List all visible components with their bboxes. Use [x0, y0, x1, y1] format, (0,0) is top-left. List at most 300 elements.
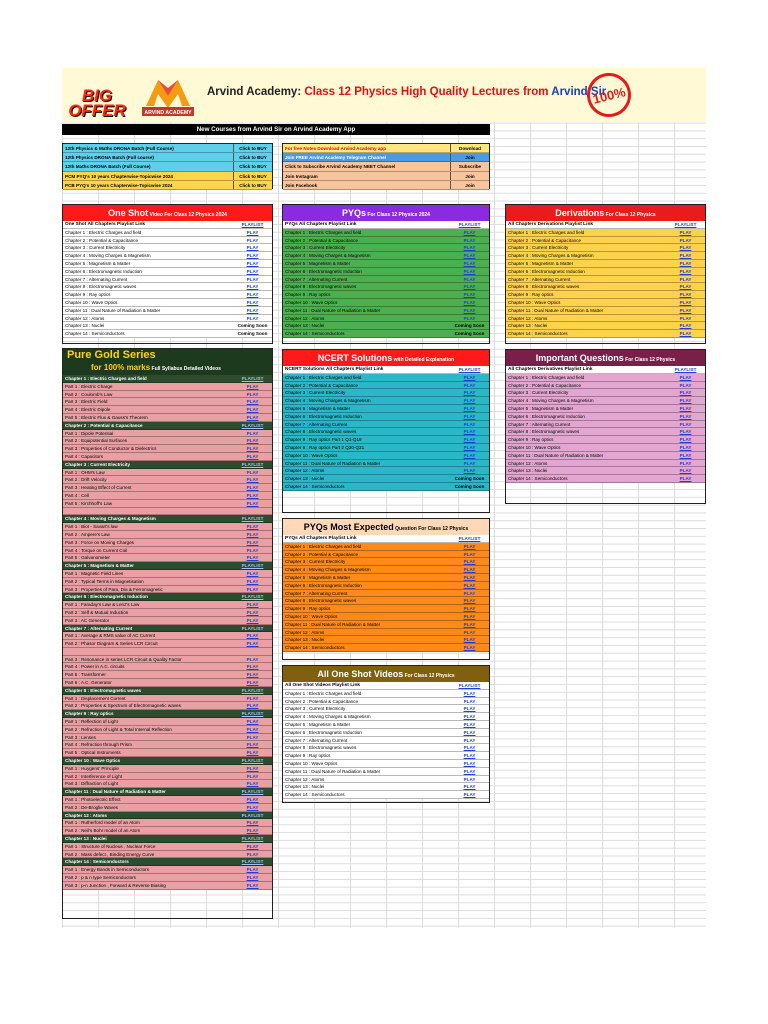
play-link[interactable]: PLAY: [246, 734, 259, 740]
table-row: [283, 483, 489, 491]
links-row: [283, 172, 489, 181]
play-link[interactable]: PLAY: [246, 531, 259, 537]
table-row: [63, 299, 272, 307]
play-link[interactable]: PLAY: [679, 437, 692, 443]
play-link[interactable]: PLAY: [246, 633, 259, 639]
playlist-link[interactable]: PLAYLIST: [241, 516, 264, 522]
play-link[interactable]: PLAY: [463, 760, 476, 766]
playlist-link[interactable]: PLAYLIST: [241, 422, 264, 428]
row-label: Chapter 7 : Alternating Current: [508, 276, 571, 282]
links-button[interactable]: Join: [450, 172, 489, 180]
table-row: [283, 397, 489, 405]
play-link[interactable]: PLAY: [246, 477, 259, 483]
table-row: [63, 430, 272, 438]
play-link[interactable]: PLAY: [463, 745, 476, 751]
play-link[interactable]: PLAY: [246, 609, 259, 615]
play-link[interactable]: PLAY: [679, 444, 692, 450]
playlist-link[interactable]: PLAYLIST: [458, 222, 481, 227]
play-link[interactable]: PLAY: [679, 468, 692, 474]
play-link[interactable]: PLAY: [679, 331, 692, 337]
play-link[interactable]: PLAY: [246, 407, 259, 413]
play-link[interactable]: PLAY: [463, 582, 476, 588]
playlist-link[interactable]: PLAYLIST: [241, 789, 264, 795]
play-link[interactable]: PLAY: [463, 276, 476, 282]
play-link[interactable]: PLAY: [246, 430, 259, 436]
links-label: Click to Subscribe Arvind Academy NEET Channel: [285, 164, 396, 170]
play-link[interactable]: PLAY: [246, 828, 259, 834]
play-link[interactable]: PLAY: [463, 721, 476, 727]
table-row: [506, 436, 705, 444]
courses-button[interactable]: Click to BUY: [233, 172, 272, 180]
play-link[interactable]: PLAY: [463, 413, 476, 419]
play-link[interactable]: PLAY: [463, 229, 476, 235]
derivations-body: [506, 221, 705, 338]
play-link[interactable]: PLAY: [246, 664, 259, 670]
play-link[interactable]: PLAY: [246, 719, 259, 725]
play-link[interactable]: PLAY: [463, 284, 476, 290]
big-offer-line-2: OFFER: [68, 101, 126, 120]
table-row: [506, 460, 705, 468]
row-label: Chapter 7 : Alternating Current: [285, 590, 348, 596]
table-row: [63, 656, 272, 664]
playlist-link[interactable]: PLAYLIST: [241, 461, 264, 467]
links-button[interactable]: Join: [450, 181, 489, 189]
play-link[interactable]: PLAY: [679, 268, 692, 274]
playlist-link[interactable]: PLAYLIST: [241, 222, 264, 227]
play-link[interactable]: PLAY: [246, 492, 259, 498]
play-link[interactable]: PLAY: [246, 882, 259, 888]
play-link[interactable]: PLAY: [463, 714, 476, 720]
playlist-link[interactable]: PLAYLIST: [674, 367, 697, 372]
play-link[interactable]: PLAY: [679, 398, 692, 404]
play-link[interactable]: PLAY: [463, 444, 476, 450]
play-link[interactable]: PLAY: [463, 315, 476, 321]
row-label: Chapter 5 : Magnetism & Matter: [65, 260, 131, 266]
table-row: [63, 741, 272, 749]
play-link[interactable]: PLAY: [246, 500, 259, 506]
playlist-link[interactable]: PLAYLIST: [241, 687, 264, 693]
all-one-shot-videos-table: [282, 665, 490, 803]
table-row: [63, 702, 272, 710]
table-row: [63, 726, 272, 734]
table-row: [63, 484, 272, 492]
play-link[interactable]: PLAY: [679, 460, 692, 466]
playlist-link[interactable]: PLAYLIST: [241, 563, 264, 569]
table-row: [506, 229, 705, 237]
play-link[interactable]: PLAY: [679, 390, 692, 396]
play-link[interactable]: PLAY: [679, 429, 692, 435]
row-label: Chapter 12 : Atoms: [285, 315, 325, 321]
play-link[interactable]: PLAY: [246, 414, 259, 420]
play-link[interactable]: PLAY: [246, 524, 259, 530]
playlist-link[interactable]: PLAYLIST: [241, 812, 264, 818]
play-link[interactable]: PLAY: [463, 307, 476, 313]
play-link[interactable]: PLAY: [679, 260, 692, 266]
courses-label: PCB PYQ's 10 years Chapterwise-Topicwise 2024: [65, 182, 173, 188]
play-link[interactable]: PLAY: [679, 323, 692, 329]
important-questions-table: [505, 349, 706, 504]
row-label: Chapter 14 : Semiconductors: [508, 476, 568, 482]
play-link[interactable]: PLAY: [463, 260, 476, 266]
play-link[interactable]: PLAY: [463, 429, 476, 435]
play-link[interactable]: PLAY: [463, 292, 476, 298]
new-courses-bar: New Courses from Arvind Sir on Arvind Academy App: [62, 124, 490, 135]
row-label: Chapter 8 : Electromagnetic waves: [285, 745, 357, 751]
play-link[interactable]: PLAY: [463, 437, 476, 443]
title-brand: Arvind Academy:: [207, 86, 305, 98]
play-link[interactable]: PLAY: [679, 253, 692, 259]
play-link[interactable]: PLAY: [463, 468, 476, 474]
table-row: [283, 590, 489, 598]
play-link[interactable]: PLAY: [463, 268, 476, 274]
play-link[interactable]: PLAY: [463, 405, 476, 411]
row-label: Chapter 10 : Wave Optics: [285, 760, 338, 766]
row-label: Chapter 10 : Wave Optics: [65, 299, 118, 305]
row-label: Part 2 : Properties & Spectrum of Electromagnetic waves: [65, 703, 181, 709]
play-link[interactable]: PLAY: [246, 547, 259, 553]
play-link[interactable]: PLAY: [463, 698, 476, 704]
play-link[interactable]: PLAY: [679, 229, 692, 235]
play-link[interactable]: PLAY: [679, 421, 692, 427]
table-row: [506, 307, 705, 315]
play-link[interactable]: PLAY: [246, 570, 259, 576]
play-link[interactable]: PLAY: [463, 776, 476, 782]
row-label: Chapter 9 : Ray optics: [285, 606, 331, 612]
play-link[interactable]: PLAY: [463, 737, 476, 743]
play-link[interactable]: PLAY: [463, 613, 476, 619]
play-link[interactable]: PLAY: [463, 567, 476, 573]
row-label: Chapter 1 : Electric Charges and field: [508, 374, 585, 380]
play-link[interactable]: PLAY: [679, 374, 692, 380]
row-label: Chapter 13 : Nuclei: [508, 468, 548, 474]
row-label: Chapter 7 : Alternating Current: [285, 421, 348, 427]
play-link[interactable]: PLAY: [679, 307, 692, 313]
play-link[interactable]: PLAY: [246, 656, 259, 662]
chapter-section-row: [63, 562, 272, 570]
play-link[interactable]: PLAY: [246, 260, 259, 266]
playlist-link[interactable]: PLAYLIST: [241, 758, 264, 764]
play-link[interactable]: PLAY: [246, 750, 259, 756]
row-label: Chapter 6 : Electromagnetic Induction: [285, 582, 362, 588]
play-link[interactable]: PLAY: [246, 602, 259, 608]
play-link[interactable]: PLAY: [246, 292, 259, 298]
play-link[interactable]: PLAY: [463, 784, 476, 790]
play-link[interactable]: PLAY: [246, 485, 259, 491]
play-link[interactable]: PLAY: [246, 680, 259, 686]
play-link[interactable]: PLAY: [463, 559, 476, 565]
play-link[interactable]: PLAY: [246, 555, 259, 561]
table-row: [506, 374, 705, 382]
play-link[interactable]: PLAY: [246, 315, 259, 321]
courses-button[interactable]: Click to BUY: [233, 153, 272, 161]
row-label: Part 2 : Neil's Bohr model of an Atom: [65, 828, 141, 834]
play-link[interactable]: PLAY: [246, 804, 259, 810]
play-link[interactable]: PLAY: [463, 637, 476, 643]
play-link[interactable]: PLAY: [246, 299, 259, 305]
table-row: [283, 291, 489, 299]
play-link[interactable]: PLAY: [246, 446, 259, 452]
table-row: [506, 382, 705, 390]
playlist-link[interactable]: PLAYLIST: [241, 711, 264, 717]
row-label: Chapter 12 : Atoms: [508, 315, 548, 321]
row-label: Chapter 2 : Potential & Capacitance: [65, 422, 143, 428]
row-label: Chapter 1 : Electric Charges and field: [508, 229, 585, 235]
pure_gold-title-line2: for 100% marks: [91, 363, 151, 372]
row-label: [63, 648, 233, 655]
coming-soon-label: Coming Soon: [454, 323, 485, 329]
row-label: Chapter 6 : Electromagnetic Induction: [285, 268, 362, 274]
row-label: Part 4 : Capacitors: [65, 453, 104, 459]
row-label: Chapter 11 : Dual Nature of Radiation & Matter: [285, 768, 381, 774]
oneshot-title: One Shot: [108, 208, 149, 218]
play-link[interactable]: PLAY: [463, 551, 476, 557]
chapter-section-row: [63, 422, 272, 430]
row-label: Part 4 : Torque on Current Coil: [65, 547, 128, 553]
play-link[interactable]: PLAY: [679, 413, 692, 419]
table-row: [63, 398, 272, 406]
table-row: [283, 629, 489, 637]
playlist-header-row: [506, 221, 705, 229]
table-row: [283, 582, 489, 590]
pure_gold-sub: Full Syllabus Detailed Videos: [150, 366, 221, 372]
all_oneshot-title: All One Shot Videos: [317, 669, 404, 679]
play-link[interactable]: PLAY: [679, 245, 692, 251]
chapter-section-row: [63, 788, 272, 796]
row-label: Chapter 13 : Nuclei: [285, 323, 325, 329]
table-row: [283, 729, 489, 737]
play-link[interactable]: PLAY: [463, 621, 476, 627]
play-link[interactable]: PLAY: [463, 299, 476, 305]
play-link[interactable]: PLAY: [463, 543, 476, 549]
play-link[interactable]: PLAY: [246, 820, 259, 826]
play-link[interactable]: PLAY: [246, 469, 259, 475]
courses-label: 12th Physics DRONA Batch (Full course): [65, 155, 154, 161]
table-row: [63, 663, 272, 671]
play-link[interactable]: PLAY: [246, 578, 259, 584]
play-link[interactable]: PLAY: [246, 307, 259, 313]
row-label: Chapter 12 : Atoms: [285, 629, 325, 635]
play-link[interactable]: PLAY: [463, 452, 476, 458]
table-row: [63, 617, 272, 625]
play-link[interactable]: PLAY: [246, 453, 259, 459]
play-link[interactable]: PLAY: [246, 781, 259, 787]
table-row: [63, 492, 272, 500]
row-label: Chapter 4 : Moving Charges & Magnetism: [508, 253, 594, 259]
play-link[interactable]: PLAY: [246, 703, 259, 709]
playlist-header-row: [283, 221, 489, 229]
play-link[interactable]: PLAY: [463, 606, 476, 612]
play-link[interactable]: PLAY: [246, 438, 259, 444]
play-link[interactable]: PLAY: [679, 299, 692, 305]
play-link[interactable]: PLAY: [463, 460, 476, 466]
table-row: [63, 453, 272, 461]
chapter-section-row: [63, 593, 272, 601]
links-row: [283, 153, 489, 162]
chapter-section-row: [63, 687, 272, 695]
play-link[interactable]: PLAY: [679, 292, 692, 298]
table-row: [63, 547, 272, 555]
row-label: Part 2 : Refraction of Light & Total Internal Reflection: [65, 726, 172, 732]
play-link[interactable]: PLAY: [463, 374, 476, 380]
play-link[interactable]: PLAY: [463, 574, 476, 580]
play-link[interactable]: PLAY: [679, 315, 692, 321]
links-button[interactable]: Join: [450, 153, 489, 161]
play-link[interactable]: PLAY: [679, 276, 692, 282]
playlist-link[interactable]: PLAYLIST: [241, 836, 264, 842]
row-label: Part 3 : Properties of Conductor & Dielectrics: [65, 446, 157, 452]
most_expected-body: [283, 535, 489, 652]
play-link[interactable]: PLAY: [246, 765, 259, 771]
courses-row: [63, 172, 272, 181]
play-link[interactable]: PLAY: [246, 867, 259, 873]
play-link[interactable]: PLAY: [246, 253, 259, 259]
row-label: Part 5 : Electric Flux & Gauss's Theorem: [65, 414, 148, 420]
play-link[interactable]: PLAY: [246, 742, 259, 748]
play-link[interactable]: PLAY: [246, 383, 259, 389]
table-row: [283, 307, 489, 315]
table-row: [283, 315, 489, 323]
play-link[interactable]: PLAY: [463, 245, 476, 251]
pyqs-table: [282, 204, 490, 344]
table-row: [63, 330, 272, 338]
pure_gold-subtitle: [67, 362, 272, 375]
row-label: [63, 508, 233, 515]
play-link[interactable]: PLAY: [463, 729, 476, 735]
links-button[interactable]: Download: [450, 144, 489, 152]
table-row: [283, 783, 489, 791]
playlist-link[interactable]: PLAYLIST: [241, 594, 264, 600]
table-row: [283, 299, 489, 307]
play-link[interactable]: PLAY: [463, 792, 476, 798]
play-link[interactable]: PLAY: [463, 768, 476, 774]
row-label: Chapter 13 : Nuclei: [285, 637, 325, 643]
chapter-section-row: [63, 835, 272, 843]
row-label: Part 2 : Typical Terms in Magnetisation: [65, 578, 144, 584]
ncert-header: [283, 350, 489, 366]
play-link[interactable]: PLAY: [246, 284, 259, 290]
important-subtitle: For Class 12 Physics: [623, 357, 676, 363]
play-link[interactable]: PLAY: [246, 539, 259, 545]
play-link[interactable]: PLAY: [463, 237, 476, 243]
links-button[interactable]: Subscribe: [450, 162, 489, 170]
play-link[interactable]: PLAY: [679, 405, 692, 411]
play-link[interactable]: PLAY: [463, 421, 476, 427]
playlist-link[interactable]: PLAYLIST: [241, 625, 264, 631]
row-label: Chapter 10 : Wave Optics: [508, 299, 561, 305]
table-row: [63, 539, 272, 547]
play-link[interactable]: PLAY: [246, 875, 259, 880]
play-link[interactable]: PLAY: [463, 690, 476, 696]
courses-button[interactable]: Click to BUY: [233, 162, 272, 170]
row-label: Chapter 11 : Dual Nature of Radiation & Matter: [508, 452, 604, 458]
row-label: Chapter 12 : Atoms: [285, 776, 325, 782]
playlist-link[interactable]: PLAYLIST: [458, 367, 481, 372]
play-link[interactable]: PLAY: [463, 398, 476, 404]
courses-button[interactable]: Click to BUY: [233, 181, 272, 189]
play-link[interactable]: PLAY: [463, 706, 476, 712]
one-shot-table: [62, 204, 273, 344]
play-link[interactable]: PLAY: [246, 773, 259, 779]
table-row: [506, 405, 705, 413]
table-row: [283, 229, 489, 237]
play-link[interactable]: PLAY: [463, 645, 476, 651]
play-link[interactable]: PLAY: [679, 382, 692, 388]
play-link[interactable]: PLAY: [246, 391, 259, 397]
play-link[interactable]: PLAY: [679, 237, 692, 243]
play-link[interactable]: PLAY: [463, 598, 476, 604]
play-link[interactable]: PLAY: [463, 382, 476, 388]
courses-button[interactable]: Click to BUY: [233, 144, 272, 152]
table-row: [63, 500, 272, 508]
play-link[interactable]: PLAY: [246, 641, 259, 647]
table-row: [283, 776, 489, 784]
play-link[interactable]: PLAY: [463, 629, 476, 635]
table-row: [283, 744, 489, 752]
row-label: Part 3 : Resonance in series LCR Circuit & Quality Factor: [65, 656, 182, 662]
play-link[interactable]: PLAY: [679, 284, 692, 290]
row-label: Chapter 12 : Atoms: [508, 460, 548, 466]
table-row: [506, 389, 705, 397]
row-label: Part 1 : Displacement Current: [65, 695, 126, 701]
row-label: All Chapters Derivatives Playlist Link: [508, 367, 593, 372]
row-label: Part 3 : Properties of Para, Dia & Ferromagnetic: [65, 586, 163, 592]
table-row: [506, 268, 705, 276]
table-row: [63, 391, 272, 399]
row-label: Chapter 3 : Current Electricity: [65, 461, 131, 467]
play-link[interactable]: PLAY: [463, 390, 476, 396]
table-row: [283, 374, 489, 382]
play-link[interactable]: PLAY: [246, 851, 259, 857]
play-link[interactable]: PLAY: [679, 452, 692, 458]
row-label: Part 3 : p-n Junction , Forward & Reverse Biasing: [65, 882, 166, 888]
play-link: [233, 508, 272, 515]
playlist-link[interactable]: PLAYLIST: [458, 536, 481, 541]
play-link[interactable]: PLAY: [246, 237, 259, 243]
most-expected-header: [283, 519, 489, 535]
pyqs-header: [283, 205, 489, 221]
play-link[interactable]: PLAY: [246, 797, 259, 803]
table-row: [506, 252, 705, 260]
play-link[interactable]: PLAY: [246, 617, 259, 623]
playlist-link[interactable]: PLAYLIST: [458, 683, 481, 688]
play-link[interactable]: PLAY: [246, 229, 259, 235]
playlist-link[interactable]: PLAYLIST: [241, 376, 264, 381]
playlist-link[interactable]: PLAYLIST: [674, 222, 697, 227]
table-row: [283, 428, 489, 436]
play-link[interactable]: PLAY: [463, 253, 476, 259]
play-link[interactable]: PLAY: [246, 276, 259, 282]
community-links-list: [282, 143, 490, 189]
play-link[interactable]: PLAY: [246, 399, 259, 405]
table-row: [63, 229, 272, 237]
play-link[interactable]: PLAY: [679, 476, 692, 482]
row-label: Part 3 : Heating Effect of Current: [65, 485, 132, 491]
table-row: [506, 237, 705, 245]
play-link[interactable]: PLAY: [463, 590, 476, 596]
play-link[interactable]: PLAY: [246, 268, 259, 274]
play-link[interactable]: PLAY: [246, 843, 259, 849]
playlist-link[interactable]: PLAYLIST: [241, 859, 264, 865]
row-label: Part 2 : Equipotential Surfaces: [65, 438, 128, 444]
play-link[interactable]: PLAY: [246, 586, 259, 592]
play-link[interactable]: PLAY: [246, 672, 259, 678]
table-row: [283, 613, 489, 621]
play-link[interactable]: PLAY: [246, 726, 259, 732]
table-row: [506, 260, 705, 268]
play-link[interactable]: PLAY: [463, 753, 476, 759]
play-link[interactable]: PLAY: [246, 695, 259, 701]
play-link[interactable]: PLAY: [246, 245, 259, 251]
